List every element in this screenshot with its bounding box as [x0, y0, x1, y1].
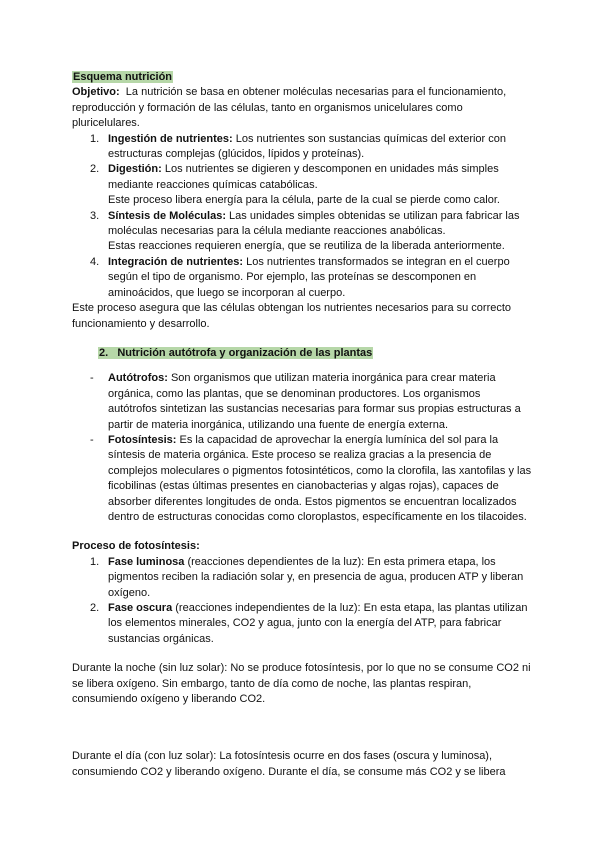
list-item: - Fotosíntesis: Es la capacidad de aprovechar la energía lumínica del sol para la síntesis de materia orgánica. Este proceso se realiza gracias a la presencia de complejos moleculares o pigmentos fotosintéticos, como la clorofila, las xantofilas y las ficobilinas (estas últimas presentes en cianobacterias y algas rojas), capaces de absorber diferentes longitudes de onda. Estos pigmentos se encuentran localizados dentro de estructuras conocidas como cloroplastos, específicamente en los tilacoides.: [90, 433, 532, 523]
phases-list: [72, 555, 532, 647]
day-paragraph: Durante el día (con luz solar): La fotosíntesis ocurre en dos fases (oscura y luminosa), consumiendo CO2 y liberando oxígeno. Durante el día, se consume más CO2 y se libera: [72, 750, 506, 778]
list-item: 2. Digestión: Los nutrientes se digieren y descomponen en unidades más simples mediante reacciones químicas catabólicas. Este proceso libera energía para la célula, parte de la cual se pierde como calor.: [90, 163, 500, 207]
section-heading: 2. Nutrición autótrofa y organización de las plantas: [99, 346, 373, 359]
objective-paragraph: Objetivo: La nutrición se basa en obtener moléculas necesarias para el funcionamiento, reproducción y formación de las células, tanto en organismos unicelulares como pluricelulares.: [72, 86, 507, 130]
list-item: 4. Integración de nutrientes: Los nutrientes transformados se integran en el cuerpo según el tipo de organismo. Por ejemplo, las proteínas se descomponen en aminoácidos, que luego se incorporan al cuerpo.: [90, 255, 510, 299]
photosynthesis-heading: Proceso de fotosíntesis:: [72, 540, 200, 553]
list-item: 1. Ingestión de nutrientes: Los nutrientes son sustancias químicas del exterior con estructuras complejas (glúcidos, lípidos y proteínas).: [90, 132, 507, 161]
night-paragraph: Durante la noche (sin luz solar): No se produce fotosíntesis, por lo que no se consume CO2 ni se libera oxígeno. Sin embargo, tanto de día como de noche, las plantas respiran, consumiendo oxígeno y liberando CO2.: [72, 662, 531, 706]
list-item: 2. Fase oscura (reacciones independientes de la luz): En esta etapa, las plantas utilizan los elementos minerales, CO2 y agua, junto con la energía del ATP, para fabricar sustancias orgánicas.: [90, 602, 528, 645]
list-item: - Autótrofos: Son organismos que utilizan materia inorgánica para crear materia orgánica, como las plantas, que se denominan productores. Los organismos autótrofos sintetizan las sustancias necesarias para formar sus propias estructuras a partir de materia inorgánica, utilizando una fuente de energía externa.: [90, 372, 521, 431]
list-item: 3. Síntesis de Moléculas: Las unidades simples obtenidas se utilizan para fabricar las moléculas necesarias para la célula mediante reacciones anabólicas. Estas reacciones requieren energía, que se reutiliza de la liberada anteriormente.: [90, 209, 520, 253]
document-page: [72, 70, 532, 780]
conclusion-paragraph: Este proceso asegura que las células obtengan los nutrientes necesarios para su correcto funcionamiento y desarrollo.: [72, 302, 512, 330]
list-item: 1. Fase luminosa (reacciones dependientes de la luz): En esta primera etapa, los pigmentos reciben la radiación solar y, en presencia de agua, producen ATP y liberan oxígeno.: [90, 555, 524, 599]
nutrition-steps-list: [72, 132, 532, 301]
document-title: Esquema nutrición: [73, 71, 173, 83]
